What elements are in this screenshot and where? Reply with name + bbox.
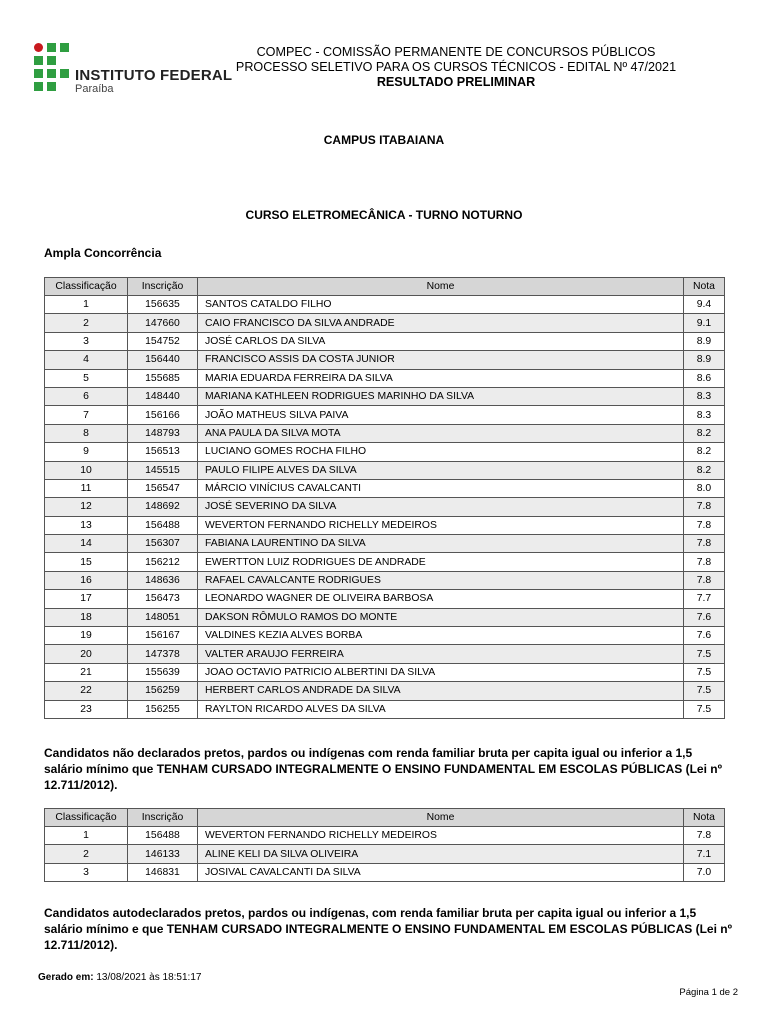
group3-title: Candidatos autodeclarados pretos, pardos ou indígenas, com renda familiar bruta per capita igual ou inferior a 1,5 salário mínimo e que TENHAM CURSADO INTEGRALMENTE O ENSINO FUNDAMENTAL EM ESCOLAS PÚBLICAS (Lei nº 12.711/2012). bbox=[44, 906, 732, 952]
table-row bbox=[45, 443, 725, 461]
cell-nota: 8.3 bbox=[684, 406, 725, 424]
header-line-2: PROCESSO SELETIVO PARA OS CURSOS TÉCNICOS - EDITAL Nº 47/2021 bbox=[235, 60, 677, 74]
cell-inscricao: 156547 bbox=[128, 479, 198, 497]
table-row bbox=[45, 314, 725, 332]
table-row bbox=[45, 663, 725, 681]
cell-nome: FABIANA LAURENTINO DA SILVA bbox=[198, 535, 684, 553]
table-row bbox=[45, 332, 725, 350]
cell-nome: MARIANA KATHLEEN RODRIGUES MARINHO DA SILVA bbox=[198, 387, 684, 405]
cell-inscricao: 156488 bbox=[128, 827, 198, 845]
cell-nota: 7.5 bbox=[684, 700, 725, 718]
cell-inscricao: 154752 bbox=[128, 332, 198, 350]
cell-inscricao: 156307 bbox=[128, 535, 198, 553]
cell-nota: 8.0 bbox=[684, 479, 725, 497]
cell-nome: ANA PAULA DA SILVA MOTA bbox=[198, 424, 684, 442]
cell-nome: WEVERTON FERNANDO RICHELLY MEDEIROS bbox=[198, 827, 684, 845]
cell-nota: 7.7 bbox=[684, 590, 725, 608]
cell-classificacao: 13 bbox=[45, 516, 128, 534]
cell-nome: MÁRCIO VINÍCIUS CAVALCANTI bbox=[198, 479, 684, 497]
table-row bbox=[45, 535, 725, 553]
cell-inscricao: 148793 bbox=[128, 424, 198, 442]
course-title: CURSO ELETROMECÂNICA - TURNO NOTURNO bbox=[245, 208, 523, 222]
table-row bbox=[45, 387, 725, 405]
table-row bbox=[45, 645, 725, 663]
header-line-3: RESULTADO PRELIMINAR bbox=[376, 75, 536, 89]
cell-classificacao: 8 bbox=[45, 424, 128, 442]
cell-nota: 7.8 bbox=[684, 516, 725, 534]
cell-nota: 8.3 bbox=[684, 387, 725, 405]
cell-nome: CAIO FRANCISCO DA SILVA ANDRADE bbox=[198, 314, 684, 332]
cell-nota: 7.5 bbox=[684, 663, 725, 681]
cell-nota: 7.8 bbox=[684, 827, 725, 845]
cell-nota: 9.1 bbox=[684, 314, 725, 332]
cell-inscricao: 156473 bbox=[128, 590, 198, 608]
cell-classificacao: 9 bbox=[45, 443, 128, 461]
col-nota: Nota bbox=[684, 278, 725, 296]
header-line-1: COMPEC - COMISSÃO PERMANENTE DE CONCURSOS PÚBLICOS bbox=[256, 45, 656, 59]
cell-inscricao: 148440 bbox=[128, 387, 198, 405]
table-header-row bbox=[45, 809, 725, 827]
cell-nome: EWERTTON LUIZ RODRIGUES DE ANDRADE bbox=[198, 553, 684, 571]
cell-nota: 7.5 bbox=[684, 645, 725, 663]
cell-inscricao: 156255 bbox=[128, 700, 198, 718]
cell-nota: 7.1 bbox=[684, 845, 725, 863]
cell-nome: JOAO OCTAVIO PATRICIO ALBERTINI DA SILVA bbox=[198, 663, 684, 681]
cell-nome: JOSÉ CARLOS DA SILVA bbox=[198, 332, 684, 350]
table-row bbox=[45, 498, 725, 516]
col-nome: Nome bbox=[198, 809, 684, 827]
cell-classificacao: 3 bbox=[45, 863, 128, 881]
cell-nota: 7.8 bbox=[684, 498, 725, 516]
cell-classificacao: 1 bbox=[45, 827, 128, 845]
cell-nome: ALINE KELI DA SILVA OLIVEIRA bbox=[198, 845, 684, 863]
cell-inscricao: 156635 bbox=[128, 296, 198, 314]
table-header-row bbox=[45, 278, 725, 296]
cell-inscricao: 156488 bbox=[128, 516, 198, 534]
logo-mark bbox=[34, 43, 70, 91]
cell-nota: 7.5 bbox=[684, 682, 725, 700]
table-row bbox=[45, 682, 725, 700]
ampla-title: Ampla Concorrência bbox=[44, 246, 162, 260]
institution-logo bbox=[34, 43, 233, 95]
cell-inscricao: 156166 bbox=[128, 406, 198, 424]
logo-name: INSTITUTO FEDERAL bbox=[75, 67, 233, 84]
cell-nota: 7.8 bbox=[684, 571, 725, 589]
cell-inscricao: 148692 bbox=[128, 498, 198, 516]
cell-nome: VALTER ARAUJO FERREIRA bbox=[198, 645, 684, 663]
table-row bbox=[45, 627, 725, 645]
cell-nome: JOSÉ SEVERINO DA SILVA bbox=[198, 498, 684, 516]
table-row bbox=[45, 479, 725, 497]
cell-nota: 7.6 bbox=[684, 627, 725, 645]
document-header bbox=[228, 45, 684, 90]
campus-title: CAMPUS ITABAIANA bbox=[323, 133, 445, 147]
table-row bbox=[45, 863, 725, 881]
table-row bbox=[45, 296, 725, 314]
cell-inscricao: 148636 bbox=[128, 571, 198, 589]
table-row bbox=[45, 590, 725, 608]
cell-nota: 8.6 bbox=[684, 369, 725, 387]
cell-classificacao: 7 bbox=[45, 406, 128, 424]
col-classificacao: Classificação bbox=[45, 809, 128, 827]
generated-value: 13/08/2021 às 18:51:17 bbox=[96, 972, 202, 983]
cell-inscricao: 145515 bbox=[128, 461, 198, 479]
table-row bbox=[45, 516, 725, 534]
cell-classificacao: 6 bbox=[45, 387, 128, 405]
cell-classificacao: 3 bbox=[45, 332, 128, 350]
cell-nome: RAYLTON RICARDO ALVES DA SILVA bbox=[198, 700, 684, 718]
col-nome: Nome bbox=[198, 278, 684, 296]
cell-nota: 9.4 bbox=[684, 296, 725, 314]
table-row bbox=[45, 406, 725, 424]
cell-nota: 7.8 bbox=[684, 553, 725, 571]
cell-nome: HERBERT CARLOS ANDRADE DA SILVA bbox=[198, 682, 684, 700]
cell-classificacao: 1 bbox=[45, 296, 128, 314]
cell-classificacao: 5 bbox=[45, 369, 128, 387]
table-row bbox=[45, 351, 725, 369]
table-row bbox=[45, 571, 725, 589]
cell-nome: RAFAEL CAVALCANTE RODRIGUES bbox=[198, 571, 684, 589]
col-inscricao: Inscrição bbox=[128, 278, 198, 296]
table-row bbox=[45, 369, 725, 387]
table-row bbox=[45, 608, 725, 626]
cell-nota: 7.8 bbox=[684, 535, 725, 553]
cell-nome: PAULO FILIPE ALVES DA SILVA bbox=[198, 461, 684, 479]
cell-inscricao: 148051 bbox=[128, 608, 198, 626]
cell-inscricao: 156212 bbox=[128, 553, 198, 571]
cell-inscricao: 147378 bbox=[128, 645, 198, 663]
cell-classificacao: 10 bbox=[45, 461, 128, 479]
cell-nota: 8.2 bbox=[684, 424, 725, 442]
table-row bbox=[45, 461, 725, 479]
cell-inscricao: 155685 bbox=[128, 369, 198, 387]
cell-classificacao: 2 bbox=[45, 314, 128, 332]
cell-inscricao: 156259 bbox=[128, 682, 198, 700]
cell-nome: JOSIVAL CAVALCANTI DA SILVA bbox=[198, 863, 684, 881]
cell-nota: 8.2 bbox=[684, 461, 725, 479]
cell-classificacao: 4 bbox=[45, 351, 128, 369]
cell-classificacao: 22 bbox=[45, 682, 128, 700]
ampla-table bbox=[44, 277, 725, 719]
logo-subtitle: Paraíba bbox=[75, 83, 114, 95]
cell-inscricao: 147660 bbox=[128, 314, 198, 332]
cell-nota: 8.9 bbox=[684, 351, 725, 369]
cell-inscricao: 156440 bbox=[128, 351, 198, 369]
table-row bbox=[45, 553, 725, 571]
cell-inscricao: 156513 bbox=[128, 443, 198, 461]
cell-nome: MARIA EDUARDA FERREIRA DA SILVA bbox=[198, 369, 684, 387]
cell-classificacao: 19 bbox=[45, 627, 128, 645]
cell-classificacao: 17 bbox=[45, 590, 128, 608]
cell-nota: 8.2 bbox=[684, 443, 725, 461]
cell-nome: WEVERTON FERNANDO RICHELLY MEDEIROS bbox=[198, 516, 684, 534]
cell-classificacao: 20 bbox=[45, 645, 128, 663]
cell-inscricao: 146133 bbox=[128, 845, 198, 863]
col-nota: Nota bbox=[684, 809, 725, 827]
cell-nota: 7.6 bbox=[684, 608, 725, 626]
cell-classificacao: 16 bbox=[45, 571, 128, 589]
cell-classificacao: 15 bbox=[45, 553, 128, 571]
generated-label: Gerado em: bbox=[38, 972, 94, 983]
cell-nome: LEONARDO WAGNER DE OLIVEIRA BARBOSA bbox=[198, 590, 684, 608]
cell-classificacao: 2 bbox=[45, 845, 128, 863]
generated-info bbox=[38, 972, 201, 983]
cell-classificacao: 21 bbox=[45, 663, 128, 681]
page-number: Página 1 de 2 bbox=[679, 987, 738, 998]
table-row bbox=[45, 424, 725, 442]
table-row bbox=[45, 700, 725, 718]
cell-inscricao: 156167 bbox=[128, 627, 198, 645]
cell-classificacao: 12 bbox=[45, 498, 128, 516]
cell-classificacao: 18 bbox=[45, 608, 128, 626]
cell-nome: LUCIANO GOMES ROCHA FILHO bbox=[198, 443, 684, 461]
cell-inscricao: 155639 bbox=[128, 663, 198, 681]
cell-nome: FRANCISCO ASSIS DA COSTA JUNIOR bbox=[198, 351, 684, 369]
cell-classificacao: 23 bbox=[45, 700, 128, 718]
cell-nome: JOÃO MATHEUS SILVA PAIVA bbox=[198, 406, 684, 424]
cell-inscricao: 146831 bbox=[128, 863, 198, 881]
cell-nota: 7.0 bbox=[684, 863, 725, 881]
cell-nome: DAKSON RÔMULO RAMOS DO MONTE bbox=[198, 608, 684, 626]
table-row bbox=[45, 827, 725, 845]
cell-nome: VALDINES KEZIA ALVES BORBA bbox=[198, 627, 684, 645]
cell-nota: 8.9 bbox=[684, 332, 725, 350]
cell-classificacao: 11 bbox=[45, 479, 128, 497]
table-row bbox=[45, 845, 725, 863]
group2-title: Candidatos não declarados pretos, pardos ou indígenas com renda familiar bruta per capita igual ou inferior a 1,5 salário mínimo que TENHAM CURSADO INTEGRALMENTE O ENSINO FUNDAMENTAL EM ESCOLAS PÚBLICAS (Lei nº 12.711/2012). bbox=[44, 746, 722, 792]
col-classificacao: Classificação bbox=[45, 278, 128, 296]
group2-table bbox=[44, 808, 725, 882]
cell-nome: SANTOS CATALDO FILHO bbox=[198, 296, 684, 314]
col-inscricao: Inscrição bbox=[128, 809, 198, 827]
cell-classificacao: 14 bbox=[45, 535, 128, 553]
